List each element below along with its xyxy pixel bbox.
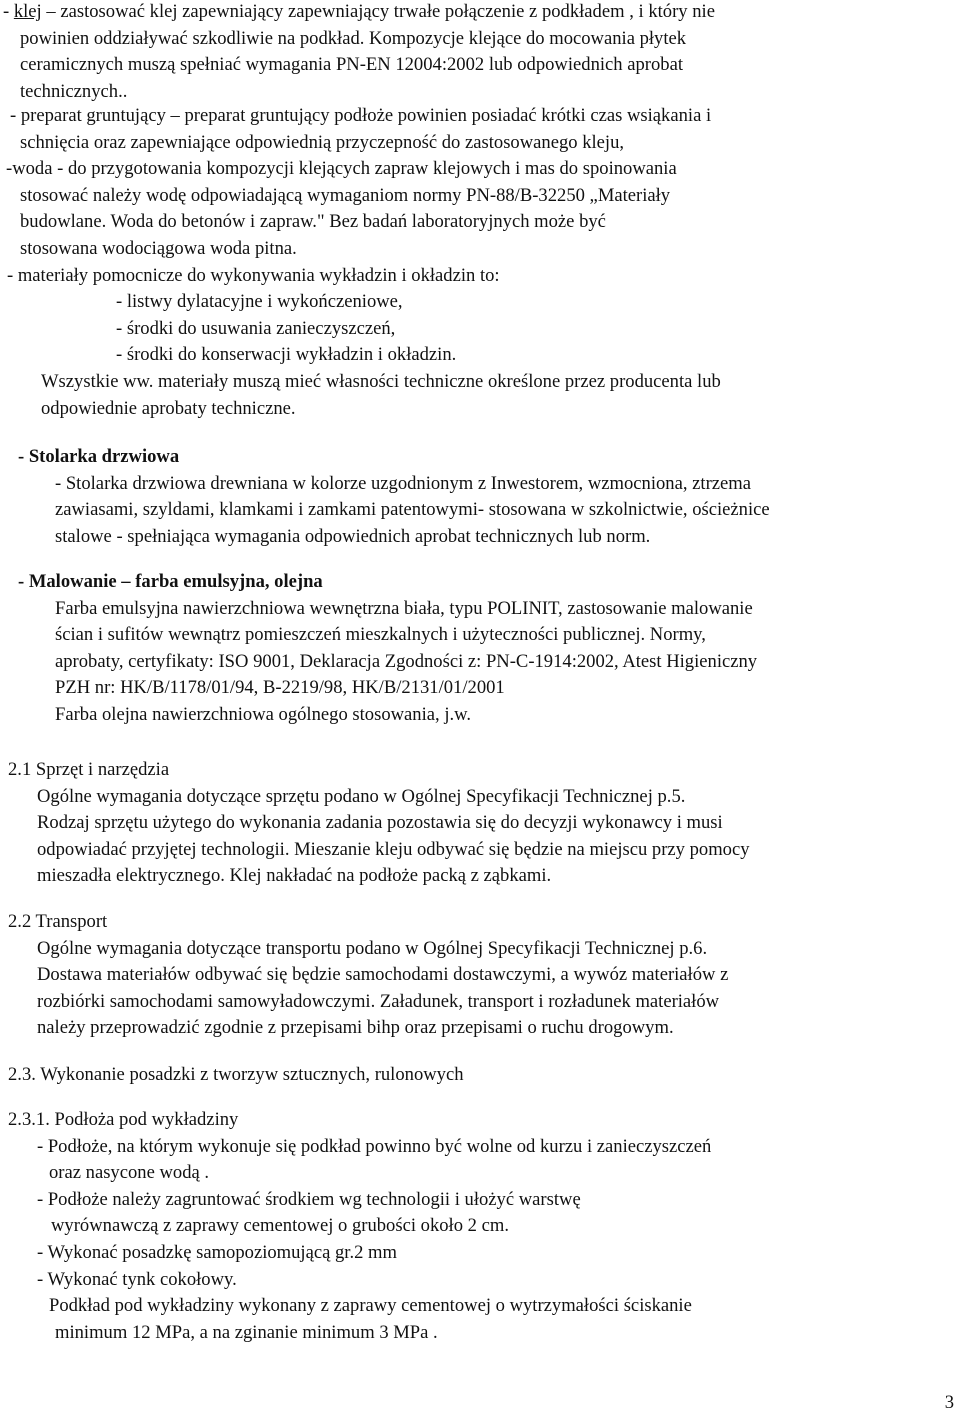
text-line: rozbiórki samochodami samowyładowczymi. Załadunek, transport i rozładunek materiałów <box>37 990 720 1012</box>
text-line: Ogólne wymagania dotyczące transportu podano w Ogólnej Specyfikacji Technicznej p.6. <box>37 937 708 959</box>
text-line: ceramicznych muszą spełniać wymagania PN-EN 12004:2002 lub odpowiednich aprobat <box>20 54 683 76</box>
text-line: -woda - do przygotowania kompozycji klejących zapraw klejowych i mas do spoinowania <box>6 158 677 180</box>
list-item: - listwy dylatacyjne i wykończeniowe, <box>116 291 403 313</box>
text-line: PZH nr: HK/B/1178/01/94, B-2219/98, HK/B/2131/01/2001 <box>55 677 505 699</box>
list-item: - Podłoże, na którym wykonuje się podkład powinno być wolne od kurzu i zanieczyszczeń <box>37 1135 712 1157</box>
text-line: Wszystkie ww. materiały muszą mieć własności techniczne określone przez producenta lub <box>41 370 721 392</box>
text-line: Dostawa materiałów odbywać się będzie samochodami dostawczymi, a wywóz materiałów z <box>37 964 729 986</box>
text-line: oraz nasycone wodą . <box>49 1162 210 1184</box>
text-line: Ogólne wymagania dotyczące sprzętu podano w Ogólnej Specyfikacji Technicznej p.5. <box>37 785 686 807</box>
section-heading: 2.3. Wykonanie posadzki z tworzyw sztucznych, rulonowych <box>8 1064 464 1085</box>
section-2-1 <box>0 757 960 890</box>
text-line: stalowe - spełniająca wymagania odpowiednich aprobat technicznych lub norm. <box>55 525 651 547</box>
text-line: minimum 12 MPa, a na zginanie minimum 3 MPa . <box>55 1321 438 1343</box>
section-2-3-1 <box>0 1107 960 1346</box>
text-line: zawiasami, szyldami, klamkami i zamkami patentowymi- stosowana w szkolnictwie, ościeżnice <box>55 499 770 521</box>
text-line: powinien oddziaływać szkodliwie na podkład. Kompozycje klejące do mocowania płytek <box>20 27 687 49</box>
text-line: budowlane. Woda do betonów i zapraw." Bez badań laboratoryjnych może być <box>20 211 606 233</box>
text-line: - klej – zastosować klej zapewniający zapewniający trwałe połączenie z podkładem , i który nie <box>3 1 715 22</box>
section-heading: 2.2 Transport <box>8 911 108 932</box>
text-line: Farba emulsyjna nawierzchniowa wewnętrzna biała, typu POLINIT, zastosowanie malowanie <box>55 597 753 619</box>
list-item: - Podłoże należy zagruntować środkiem wg technologii i ułożyć warstwę <box>37 1188 581 1210</box>
text-line: aprobaty, certyfikaty: ISO 9001, Deklaracja Zgodności z: PN-C-1914:2002, Atest Higieniczny <box>55 650 758 672</box>
text-line: wyrównawczą z zaprawy cementowej o grubości około 2 cm. <box>51 1215 509 1237</box>
list-item: - Wykonać posadzkę samopoziomującą gr.2 mm <box>37 1241 397 1263</box>
list-item: - środki do usuwania zanieczyszczeń, <box>116 317 396 339</box>
text-line: odpowiednie aprobaty techniczne. <box>41 397 296 419</box>
section-malowanie <box>0 569 960 729</box>
list-item: - Wykonać tynk cokołowy. <box>37 1268 237 1290</box>
text-line: - materiały pomocnicze do wykonywania wykładzin i okładzin to: <box>7 264 500 286</box>
paragraph-klej <box>0 0 960 105</box>
section-heading: - Stolarka drzwiowa <box>18 446 180 467</box>
section-heading: - Malowanie – farba emulsyjna, olejna <box>18 571 323 592</box>
section-2-2 <box>0 909 960 1042</box>
section-heading: 2.1 Sprzęt i narzędzia <box>8 759 170 780</box>
section-stolarka <box>0 444 960 550</box>
paragraph-materials <box>0 103 960 422</box>
klej-link[interactable]: klej <box>13 1 42 22</box>
list-item: - środki do konserwacji wykładzin i okładzin. <box>116 344 457 366</box>
text-line: odpowiadać przyjętej technologii. Mieszanie kleju odbywać się będzie na miejscu przy pomocy <box>37 838 750 860</box>
text-line: Farba olejna nawierzchniowa ogólnego stosowania, j.w. <box>55 703 471 725</box>
text-line: schnięcia oraz zapewniające odpowiednią przyczepność do zastosowanego kleju, <box>20 131 625 153</box>
page-number: 3 <box>944 1392 954 1413</box>
text-line: ścian i sufitów wewnątrz pomieszczeń mieszkalnych i użyteczności publicznej. Normy, <box>55 624 706 646</box>
text-line: stosować należy wodę odpowiadającą wymaganiom normy PN-88/B-32250 „Materiały <box>20 184 671 206</box>
section-2-3 <box>0 1062 960 1089</box>
text-line: należy przeprowadzić zgodnie z przepisami bihp oraz przepisami o ruchu drogowym. <box>37 1017 674 1039</box>
text-line: technicznych.. <box>20 80 128 102</box>
text-line: Podkład pod wykładziny wykonany z zaprawy cementowej o wytrzymałości ściskanie <box>49 1295 692 1317</box>
text-line: stosowana wodociągowa woda pitna. <box>20 237 297 259</box>
text-line: mieszadła elektrycznego. Klej nakładać na podłoże packą z ząbkami. <box>37 865 552 887</box>
text-line: Rodzaj sprzętu użytego do wykonania zadania pozostawia się do decyzji wykonawcy i musi <box>37 812 723 834</box>
text-line: - preparat gruntujący – preparat gruntujący podłoże powinien posiadać krótki czas wsiąkania i <box>10 105 712 126</box>
section-heading: 2.3.1. Podłoża pod wykładziny <box>8 1109 239 1130</box>
text-line: - Stolarka drzwiowa drewniana w kolorze uzgodnionym z Inwestorem, wzmocniona, ztrzema <box>55 472 751 494</box>
